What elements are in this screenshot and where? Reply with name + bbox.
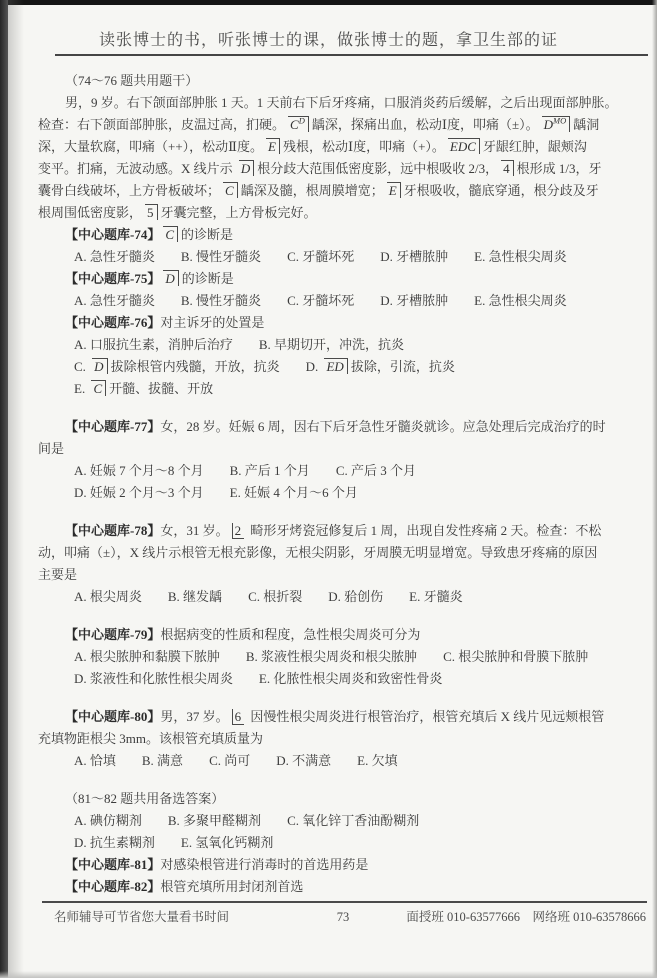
text-segment: 囊骨白线破坏，上方骨板破坏；	[38, 183, 221, 198]
text-segment: A. 根尖脓肿和黏膜下脓肿	[74, 649, 220, 664]
text-segment: A. 碘仿糊剂	[74, 813, 142, 828]
question-label: 【中心题库-74】	[65, 227, 161, 242]
document-content	[38, 70, 650, 898]
text-segment: E. 急性根尖周炎	[474, 249, 567, 264]
text-segment: 对主诉牙的处置是	[160, 315, 265, 330]
text-segment: D. 不满意	[276, 753, 332, 768]
scan-edge-left	[0, 0, 8, 978]
text-segment: 间是	[38, 441, 65, 456]
text-segment: 牙根吸收，髓底穿通，根分歧及牙	[403, 183, 599, 198]
question-80-line-2	[38, 728, 650, 750]
tooth-notation: 6	[232, 709, 245, 725]
text-segment: C. 产后 3 个月	[335, 463, 416, 478]
text-segment: B. 产后 1 个月	[229, 463, 310, 478]
text-segment: B. 继发龋	[167, 589, 223, 604]
text-segment: E. 妊娠 4 个月～6 个月	[229, 485, 358, 500]
question-label: 【中心题库-75】	[65, 271, 161, 286]
text-segment: E.	[74, 381, 89, 396]
text-segment: 龋洞	[573, 117, 600, 132]
tooth-notation: 4	[501, 160, 514, 176]
text-segment: 根周围低密度影，	[38, 205, 143, 220]
question-77-label	[38, 416, 650, 438]
text-segment: E. 急性根尖周炎	[474, 293, 567, 308]
question-79-options-2	[38, 668, 650, 690]
page-header-slogan: 读张博士的书，听张博士的课，做张博士的题，拿卫生部的证	[98, 32, 558, 49]
text-segment: 女，28 岁。妊娠 6 周，因右下后牙急性牙髓炎就诊。应急处理后完成治疗的时	[160, 419, 606, 434]
text-segment: A. 根尖周炎	[74, 589, 142, 604]
tooth-notation: D	[92, 358, 107, 374]
text-segment: C. 牙髓坏死	[287, 293, 355, 308]
shared-answers-81-82-heading	[38, 788, 650, 810]
text-segment: D. 𬌗创伤	[328, 589, 384, 604]
question-label: 【中心题库-79】	[65, 627, 161, 642]
question-label: 【中心题库-77】	[65, 419, 161, 434]
question-label: 【中心题库-81】	[65, 857, 161, 872]
tooth-notation: D	[239, 160, 254, 176]
text-segment: 主要是	[38, 567, 78, 582]
text-segment: A. 妊娠 7 个月～8 个月	[74, 463, 204, 478]
text-segment: 男，9 岁。右下颌面部肿胀 1 天。1 天前右下后牙疼痛，口服消炎药后缓解，之后出现面部肿胀。	[65, 95, 618, 110]
tooth-notation: C	[163, 226, 178, 242]
text-segment: D. 牙槽脓肿	[380, 249, 449, 264]
text-segment: 根据病变的性质和程度，急性根尖周炎可分为	[160, 627, 421, 642]
scan-edge-right	[652, 0, 657, 978]
text-segment: 动，叩痛（±），X 线片示根管无根充影像，无根尖阴影，牙周膜无明显增宽。导致患牙疼痛的原因	[38, 545, 598, 560]
page-footer	[38, 906, 648, 928]
question-78-line-3	[38, 564, 650, 586]
shared-answers-options-2	[38, 832, 650, 854]
shared-answers-options-1	[38, 810, 650, 832]
text-segment: 充填物距根尖 3mm。该根管充填质量为	[38, 731, 263, 746]
question-80-label	[38, 706, 650, 728]
question-76-options-1	[38, 334, 650, 356]
text-segment: 龋深及髓，根周膜增宽；	[240, 183, 384, 198]
footer-left-text: 名师辅导可节省您大量看书时间	[54, 910, 230, 924]
text-segment: 龋深，探痛出血，松动Ⅰ度，叩痛（±）。	[311, 117, 539, 132]
text-segment: 根管充填所用封闭剂首选	[160, 879, 304, 894]
text-segment: C. 牙髓坏死	[287, 249, 355, 264]
question-label: 【中心题库-82】	[65, 879, 161, 894]
text-segment: （81～82 题共用备选答案）	[65, 791, 225, 806]
text-segment: 拔除根管内残髓，开放，抗炎	[110, 359, 280, 374]
text-segment: A. 急性牙髓炎	[74, 249, 155, 264]
footer-rule	[42, 901, 647, 903]
text-segment: 检查：右下颌面部肿胀，皮温过高，扪硬。	[38, 117, 286, 132]
scan-edge-top	[0, 0, 657, 5]
text-segment: C. 氧化锌丁香油酚糊剂	[287, 813, 420, 828]
tooth-notation: $C^D$	[288, 116, 309, 132]
text-segment: 的诊断是	[181, 271, 234, 286]
text-segment: 牙龈红肿，龈颊沟	[482, 139, 587, 154]
page-number: 73	[336, 910, 350, 924]
text-segment: D. 浆液性和化脓性根尖周炎	[74, 671, 233, 686]
question-label: 【中心题库-78】	[65, 523, 161, 538]
text-segment: B. 慢性牙髓炎	[180, 293, 262, 308]
text-segment: 变平。扪痛，无波动感。X 线片示	[38, 161, 236, 176]
question-74-label	[38, 224, 650, 246]
tooth-notation: 2	[232, 523, 245, 539]
stem-line-5	[38, 180, 650, 202]
tooth-notation: $D^{MO}$	[542, 116, 571, 132]
text-segment: 根分歧大范围低密度影，远中根吸收 2/3，	[257, 161, 499, 176]
question-77-options-1	[38, 460, 650, 482]
question-77-options-2	[38, 482, 650, 504]
text-segment: B. 慢性牙髓炎	[180, 249, 262, 264]
tooth-notation: ED	[324, 358, 347, 374]
text-segment: C.	[74, 359, 90, 374]
text-segment: C. 根折裂	[248, 589, 303, 604]
question-74-options	[38, 246, 650, 268]
question-76-options-3	[38, 378, 650, 400]
text-segment: 深，大量软腐，叩痛（++），松动Ⅱ度。	[38, 139, 263, 154]
text-segment: 牙囊完整，上方骨板完好。	[160, 205, 317, 220]
tooth-notation: C	[91, 380, 106, 396]
question-80-options	[38, 750, 650, 772]
tooth-notation: D	[163, 270, 178, 286]
text-segment: A. 恰填	[74, 753, 116, 768]
scan-edge-left-shade	[8, 0, 24, 978]
text-segment: D. 抗生素糊剂	[74, 835, 155, 850]
text-segment: 女，31 岁。	[160, 523, 229, 538]
question-label: 【中心题库-80】	[65, 709, 161, 724]
text-segment: 开髓、拔髓、开放	[109, 381, 214, 396]
text-segment: C. 尚可	[209, 753, 251, 768]
text-segment: E. 氢氧化钙糊剂	[180, 835, 274, 850]
header-rule	[55, 54, 648, 56]
tooth-notation: E	[387, 182, 401, 198]
text-segment: D. 牙槽脓肿	[380, 293, 449, 308]
scan-edge-bottom	[0, 971, 657, 978]
text-segment: D. 妊娠 2 个月～3 个月	[74, 485, 204, 500]
text-segment: B. 满意	[141, 753, 184, 768]
stem-line-4	[38, 158, 650, 180]
question-79-options-1	[38, 646, 650, 668]
text-segment: D.	[305, 359, 322, 374]
question-75-label	[38, 268, 650, 290]
text-segment: 的诊断是	[181, 227, 234, 242]
text-segment: 拔除，引流，抗炎	[350, 359, 455, 374]
stem-line-6	[38, 202, 650, 224]
text-segment: A. 急性牙髓炎	[74, 293, 155, 308]
text-segment: B. 多聚甲醛糊剂	[167, 813, 262, 828]
text-segment: E. 化脓性根尖周炎和致密性骨炎	[258, 671, 443, 686]
stem-line-3	[38, 136, 650, 158]
text-segment: （74～76 题共用题干）	[65, 73, 199, 88]
question-label: 【中心题库-76】	[65, 315, 161, 330]
text-segment: B. 浆液性根尖周炎和根尖脓肿	[245, 649, 418, 664]
text-segment: 根形成 1/3，牙	[516, 161, 602, 176]
question-79-label	[38, 624, 650, 646]
text-segment: A. 口服抗生素，消肿后治疗	[74, 337, 233, 352]
question-77-line-2	[38, 438, 650, 460]
question-78-line-2	[38, 542, 650, 564]
question-81-label	[38, 854, 650, 876]
footer-contact-text: 面授班 010-63577666 网络班 010-63578666	[406, 910, 646, 924]
tooth-notation: E	[266, 138, 280, 154]
question-76-label	[38, 312, 650, 334]
text-segment: 残根，松动Ⅰ度，叩痛（+）。	[282, 139, 445, 154]
text-segment: 因慢性根尖周炎进行根管治疗，根管充填后 X 线片见远颊根管	[247, 709, 605, 724]
question-76-options-2	[38, 356, 650, 378]
question-78-options	[38, 586, 650, 608]
tooth-notation: 5	[145, 204, 158, 220]
text-segment: 对感染根管进行消毒时的首选用药是	[160, 857, 369, 872]
stem-line-1	[38, 92, 650, 114]
text-segment: B. 早期切开，冲洗，抗炎	[258, 337, 405, 352]
question-78-label	[38, 520, 650, 542]
tooth-notation: C	[223, 182, 238, 198]
stem-line-2	[38, 114, 650, 136]
text-segment: E. 欠填	[357, 753, 398, 768]
question-82-label	[38, 876, 650, 898]
text-segment: 畸形牙烤瓷冠修复后 1 周，出现自发性疼痛 2 天。检查：不松	[247, 523, 602, 538]
text-segment: C. 根尖脓肿和骨膜下脓肿	[443, 649, 589, 664]
question-75-options	[38, 290, 650, 312]
text-segment: 男，37 岁。	[160, 709, 229, 724]
tooth-notation: EDC	[448, 138, 480, 154]
text-segment: E. 牙髓炎	[409, 589, 463, 604]
shared-stem-74-76-heading	[38, 70, 650, 92]
